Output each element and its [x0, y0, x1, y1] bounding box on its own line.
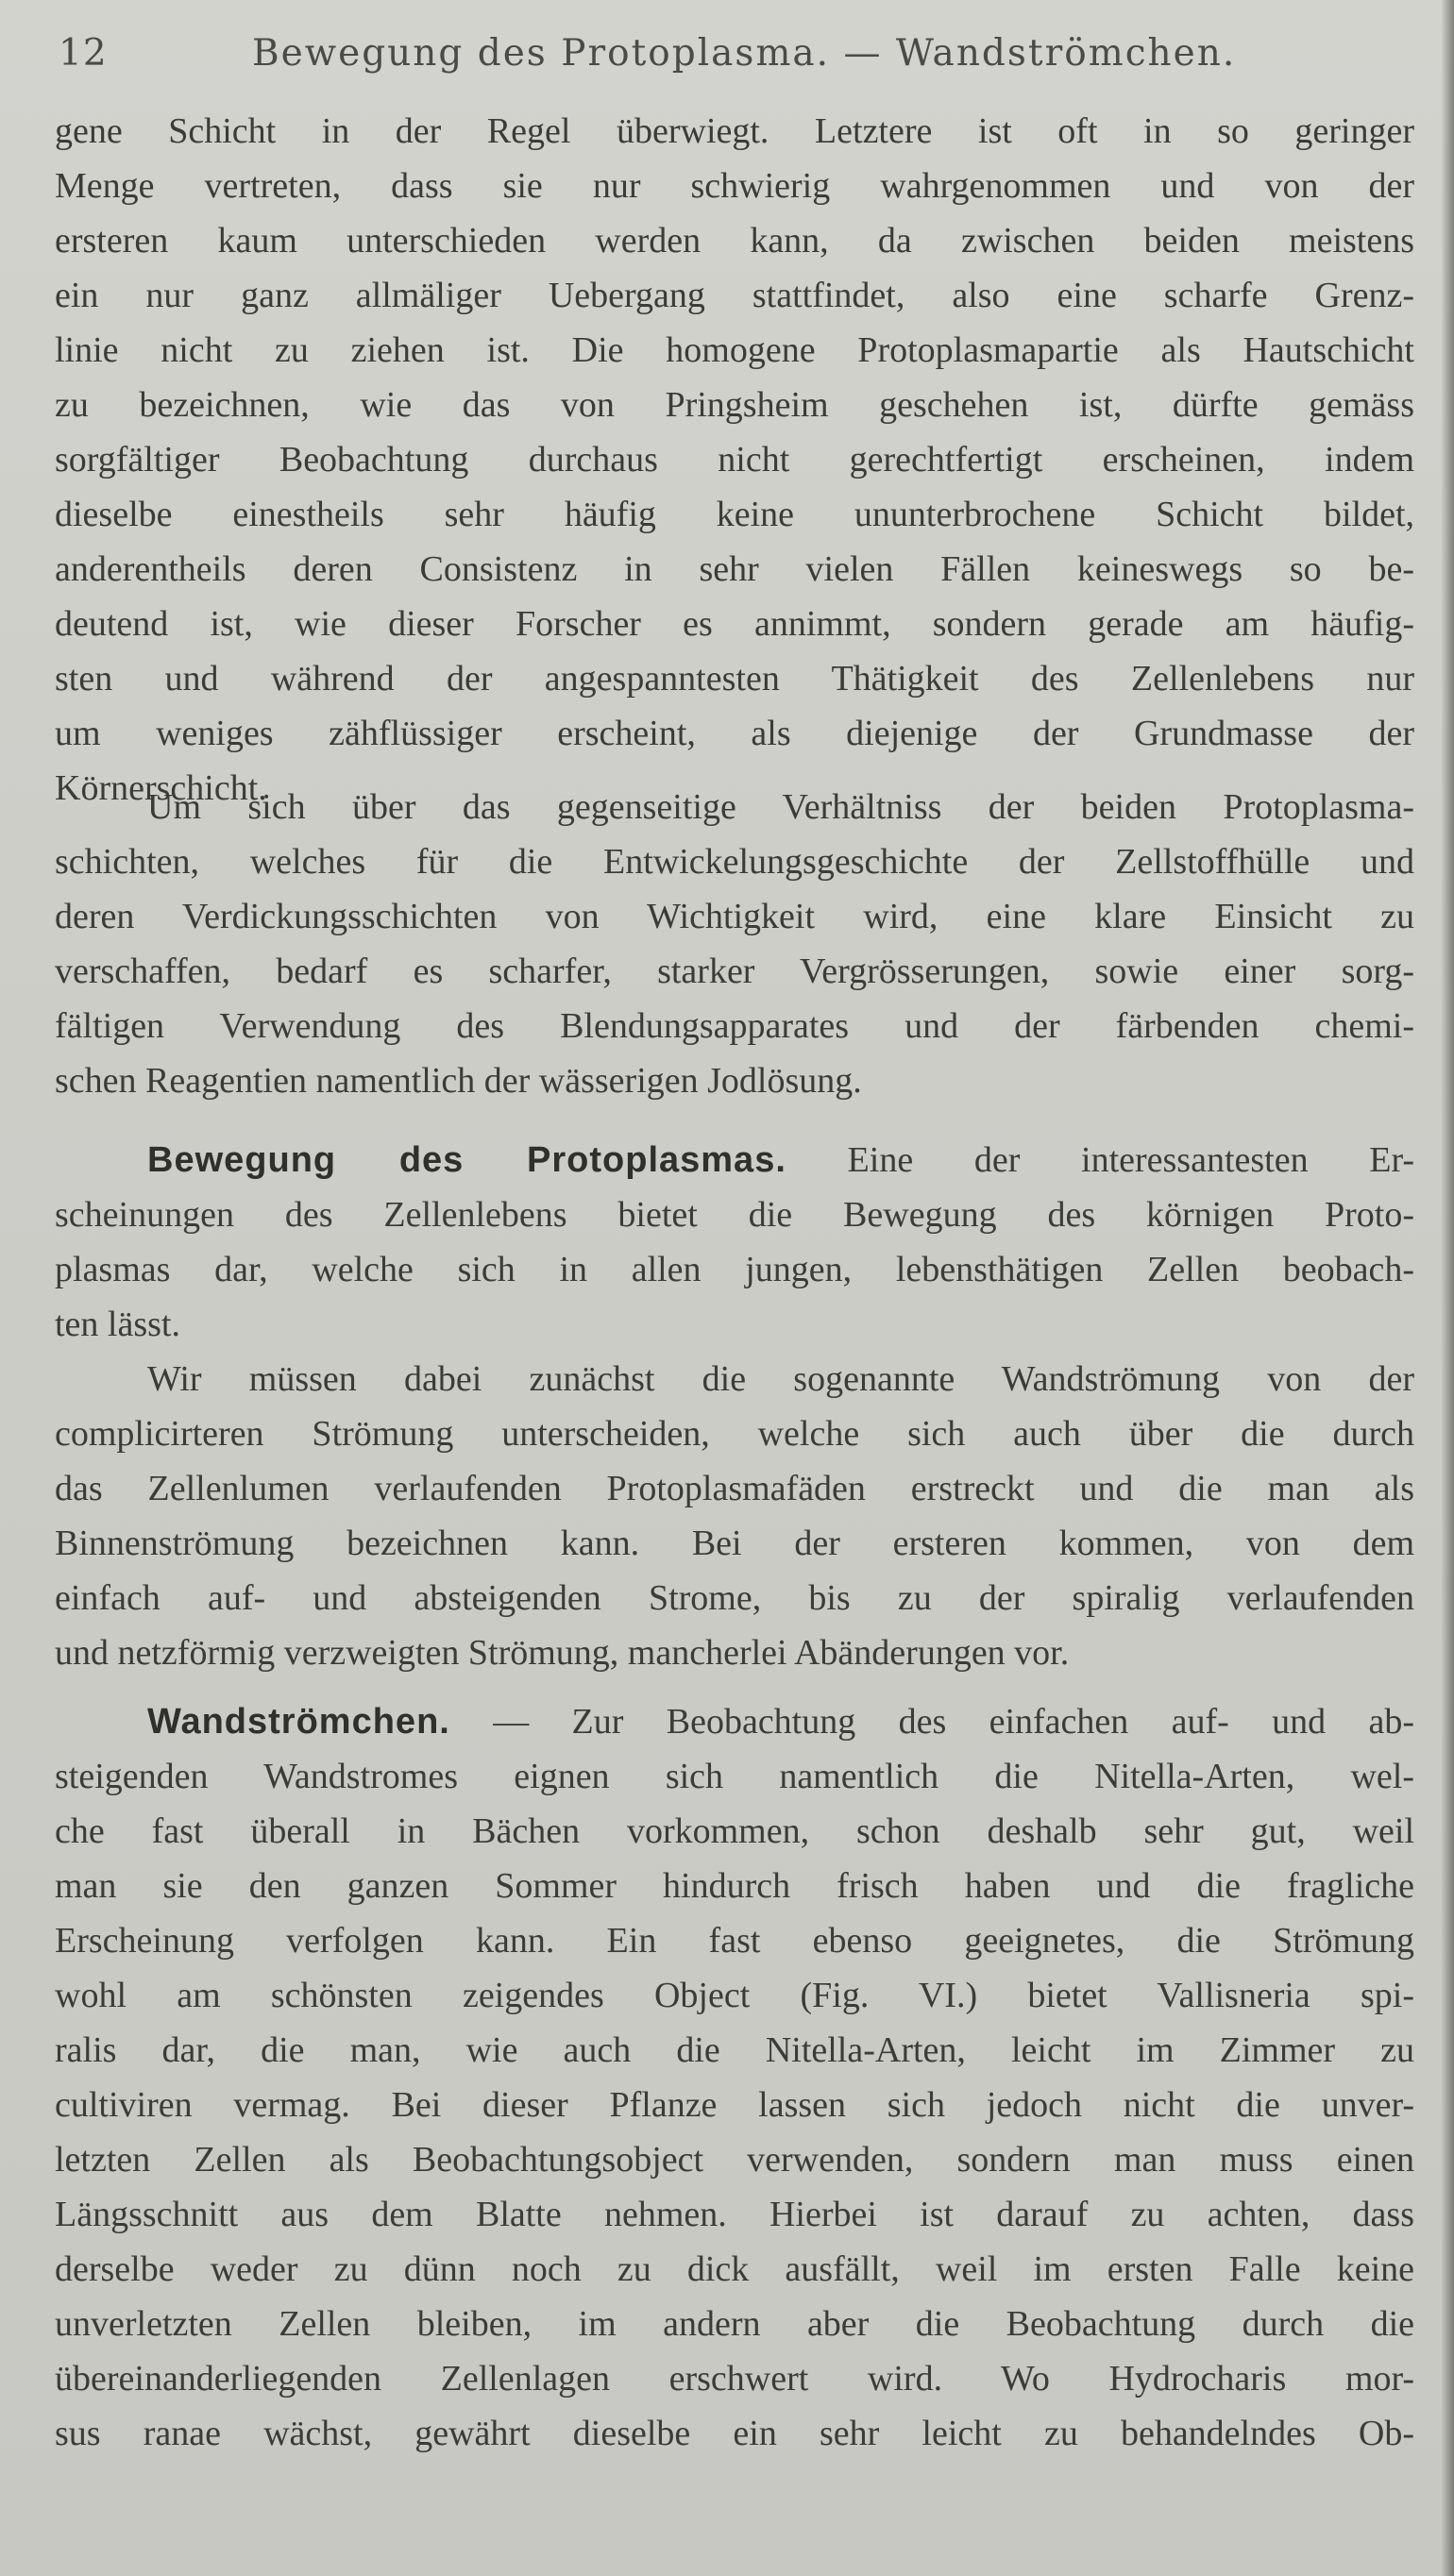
text-line: man sie den ganzen Sommer hindurch frisch haben und die fragliche [55, 1866, 1414, 1906]
section-protoplasma-movement [55, 1133, 1414, 1680]
text-line: che fast überall in Bächen vorkommen, schon deshalb sehr gut, weil [55, 1811, 1414, 1851]
text-line: um weniges zähflüssiger erscheint, als diejenige der Grundmasse der [55, 714, 1414, 753]
text-line: Wir müssen dabei zunächst die sogenannte Wandströmung von der [147, 1359, 1414, 1399]
text-line: complicirteren Strömung unterscheiden, welche sich auch über die durch [55, 1414, 1414, 1454]
section-wandstroemchen [55, 1694, 1414, 2461]
text-line: schichten, welches für die Entwickelungsgeschichte der Zellstoffhülle und [55, 842, 1414, 882]
text-line: letzten Zellen als Beobachtungsobject verwenden, sondern man muss einen [55, 2140, 1414, 2180]
text-line: cultiviren vermag. Bei dieser Pflanze lassen sich jedoch nicht die unver- [55, 2085, 1414, 2125]
text-line: sten und während der angespanntesten Thätigkeit des Zellenlebens nur [55, 659, 1414, 699]
text-line: deutend ist, wie dieser Forscher es annimmt, sondern gerade am häufig- [55, 604, 1414, 644]
text-line: linie nicht zu ziehen ist. Die homogene Protoplasmapartie als Hautschicht [55, 330, 1414, 370]
text-line: gene Schicht in der Regel überwiegt. Letztere ist oft in so geringer [55, 111, 1414, 151]
text-line: fältigen Verwendung des Blendungsapparates und der färbenden chemi- [55, 1006, 1414, 1046]
text-line: wohl am schönsten zeigendes Object (Fig. VI.) bietet Vallisneria spi- [55, 1976, 1414, 2015]
text-line: sus ranae wächst, gewährt dieselbe ein sehr leicht zu behandelndes Ob- [55, 2414, 1414, 2453]
text-line: schen Reagentien namentlich der wässerigen Jodlösung. [55, 1061, 862, 1101]
heading-line-text: — Zur Beobachtung des einfachen auf- und ab- [493, 1702, 1414, 1742]
text-line: Längsschnitt aus dem Blatte nehmen. Hierbei ist darauf zu achten, dass [55, 2195, 1414, 2234]
page-edge-shadow [1441, 0, 1454, 2576]
section-heading: Wandströmchen. [147, 1702, 450, 1742]
text-line: verschaffen, bedarf es scharfer, starker Vergrösserungen, sowie einer sorg- [55, 951, 1414, 991]
text-line: Erscheinung verfolgen kann. Ein fast ebenso geeignetes, die Strömung [55, 1921, 1414, 1961]
text-line: ten lässt. [55, 1305, 180, 1344]
text-line: übereinanderliegenden Zellenlagen erschwert wird. Wo Hydrocharis mor- [55, 2359, 1414, 2399]
text-line: dieselbe einestheils sehr häufig keine ununterbrochene Schicht bildet, [55, 495, 1414, 534]
text-line: ein nur ganz allmäliger Uebergang stattfindet, also eine scharfe Grenz- [55, 276, 1414, 315]
heading-line-text: Eine der interessantesten Er- [847, 1140, 1414, 1180]
text-line: unverletzten Zellen bleiben, im andern aber die Beobachtung durch die [55, 2304, 1414, 2344]
text-line: Menge vertreten, dass sie nur schwierig wahrgenommen und von der [55, 166, 1414, 206]
paragraph-protoplasma-layers [55, 780, 1414, 1108]
text-line: und netzförmig verzweigten Strömung, mancherlei Abänderungen vor. [55, 1633, 1070, 1673]
section-heading: Bewegung des Protoplasmas. [147, 1140, 786, 1180]
text-line: scheinungen des Zellenlebens bietet die Bewegung des körnigen Proto- [55, 1195, 1414, 1235]
text-line: ralis dar, die man, wie auch die Nitella-Arten, leicht im Zimmer zu [55, 2030, 1414, 2070]
text-line: steigenden Wandstromes eignen sich namentlich die Nitella-Arten, wel- [55, 1757, 1414, 1796]
text-line [55, 1694, 1414, 1749]
text-line: deren Verdickungsschichten von Wichtigkeit wird, eine klare Einsicht zu [55, 897, 1414, 936]
text-line: Binnenströmung bezeichnen kann. Bei der ersteren kommen, von dem [55, 1524, 1414, 1563]
running-head [59, 26, 1399, 83]
running-title: Bewegung des Protoplasma. — Wandströmchen. [252, 32, 1237, 75]
text-line: zu bezeichnen, wie das von Pringsheim geschehen ist, dürfte gemäss [55, 385, 1414, 425]
text-line: sorgfältiger Beobachtung durchaus nicht gerechtfertigt erscheinen, indem [55, 440, 1414, 480]
text-line: das Zellenlumen verlaufenden Protoplasmafäden erstreckt und die man als [55, 1469, 1414, 1508]
text-line [55, 1133, 1414, 1187]
text-line: ersteren kaum unterschieden werden kann, da zwischen beiden meistens [55, 221, 1414, 261]
page-number: 12 [59, 32, 108, 75]
text-line: einfach auf- und absteigenden Strome, bis zu der spiralig verlaufenden [55, 1578, 1414, 1618]
paragraph-continued [55, 104, 1414, 816]
text-line: Um sich über das gegenseitige Verhältniss der beiden Protoplasma- [147, 787, 1414, 827]
text-line: anderentheils deren Consistenz in sehr vielen Fällen keineswegs so be- [55, 549, 1414, 589]
text-line: plasmas dar, welche sich in allen jungen, lebensthätigen Zellen beobach- [55, 1250, 1414, 1289]
text-line: Körnerschicht. [55, 768, 267, 808]
text-line: derselbe weder zu dünn noch zu dick ausfällt, weil im ersten Falle keine [55, 2249, 1414, 2289]
